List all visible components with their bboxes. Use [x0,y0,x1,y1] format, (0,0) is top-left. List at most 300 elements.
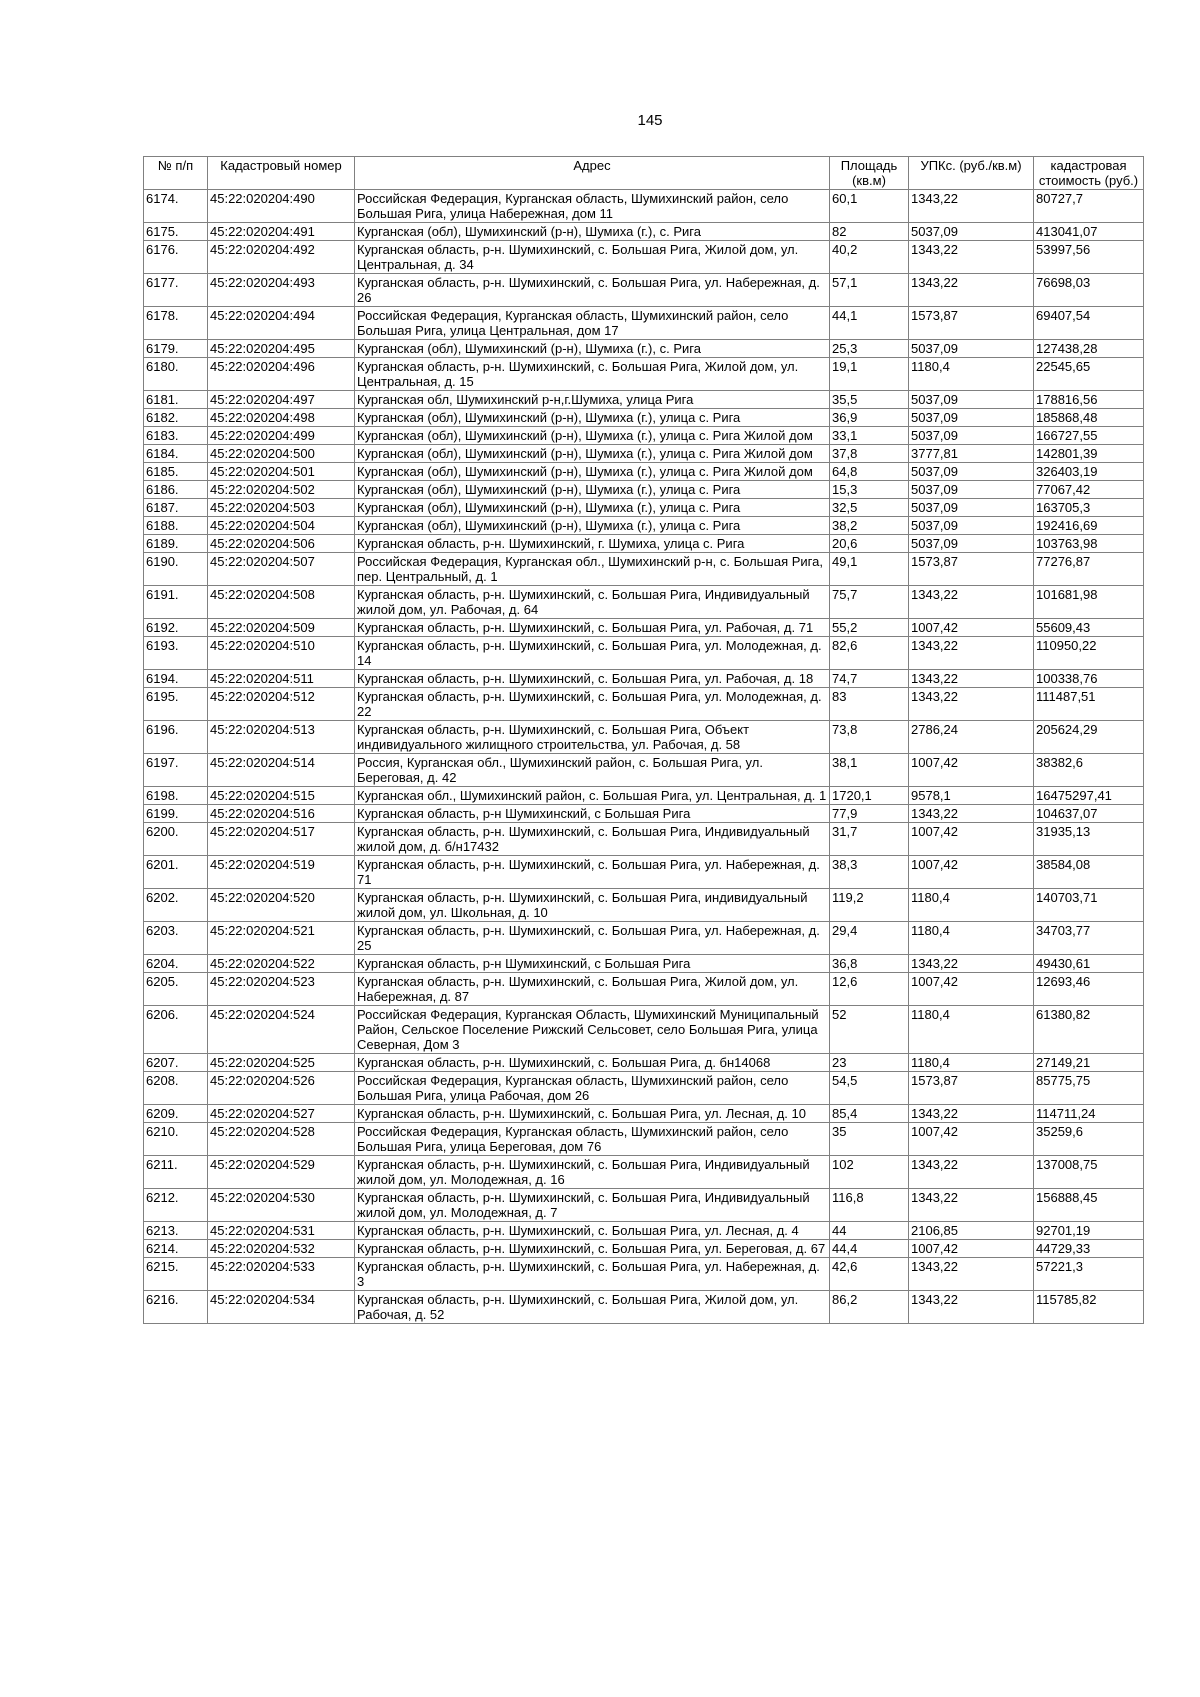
address-cell: Курганская область, р-н Шумихинский, с Большая Рига [355,955,830,973]
area-cell: 82 [830,223,909,241]
cadastral-number-cell: 45:22:020204:532 [208,1240,355,1258]
row-num-cell: 6210. [144,1123,208,1156]
area-cell: 49,1 [830,553,909,586]
row-num-cell: 6179. [144,340,208,358]
table-row [144,805,1144,823]
address-cell: Курганская (обл), Шумихинский (р-н), Шумиха (г.), улица с. Рига Жилой дом [355,427,830,445]
row-num-cell: 6194. [144,670,208,688]
table-row [144,586,1144,619]
area-cell: 12,6 [830,973,909,1006]
row-num-cell: 6191. [144,586,208,619]
cadastral-cost-cell: 110950,22 [1034,637,1144,670]
cadastral-cost-cell: 103763,98 [1034,535,1144,553]
upks-cell: 5037,09 [909,463,1034,481]
area-cell: 36,8 [830,955,909,973]
cadastral-cost-cell: 38584,08 [1034,856,1144,889]
table-row [144,427,1144,445]
cadastral-number-cell: 45:22:020204:514 [208,754,355,787]
cadastral-number-cell: 45:22:020204:502 [208,481,355,499]
cadastral-value-table [143,156,1144,1324]
area-cell: 32,5 [830,499,909,517]
table-row [144,553,1144,586]
area-cell: 102 [830,1156,909,1189]
upks-cell: 1343,22 [909,670,1034,688]
address-cell: Российская Федерация, Курганская Область, Шумихинский Муниципальный Район, Сельское Поселение Рижский Сельсовет, село Большая Рига, улица Северная, Дом 3 [355,1006,830,1054]
table-row [144,1123,1144,1156]
address-cell: Курганская область, р-н. Шумихинский, с. Большая Рига, ул. Набережная, д. 3 [355,1258,830,1291]
address-cell: Курганская (обл), Шумихинский (р-н), Шумиха (г.), улица с. Рига Жилой дом [355,445,830,463]
upks-cell: 5037,09 [909,517,1034,535]
area-cell: 1720,1 [830,787,909,805]
table-row [144,445,1144,463]
table-row [144,1072,1144,1105]
upks-cell: 5037,09 [909,481,1034,499]
upks-cell: 1343,22 [909,805,1034,823]
table-row [144,754,1144,787]
cadastral-cost-cell: 35259,6 [1034,1123,1144,1156]
cadastral-cost-cell: 77067,42 [1034,481,1144,499]
address-cell: Курганская область, р-н. Шумихинский, с. Большая Рига, Жилой дом, ул. Центральная, д. 15 [355,358,830,391]
address-cell: Курганская область, р-н. Шумихинский, с. Большая Рига, Индивидуальный жилой дом, ул. Рабочая, д. 64 [355,586,830,619]
address-cell: Курганская область, р-н. Шумихинский, с. Большая Рига, ул. Береговая, д. 67 [355,1240,830,1258]
upks-cell: 1343,22 [909,1189,1034,1222]
cadastral-number-cell: 45:22:020204:498 [208,409,355,427]
table-row [144,787,1144,805]
address-cell: Курганская область, р-н. Шумихинский, с. Большая Рига, ул. Набережная, д. 26 [355,274,830,307]
table-row [144,1258,1144,1291]
area-cell: 82,6 [830,637,909,670]
upks-cell: 1180,4 [909,922,1034,955]
cadastral-cost-cell: 166727,55 [1034,427,1144,445]
address-cell: Российская Федерация, Курганская область, Шумихинский район, село Большая Рига, улица Центральная, дом 17 [355,307,830,340]
table-row [144,190,1144,223]
cadastral-number-cell: 45:22:020204:516 [208,805,355,823]
cadastral-number-cell: 45:22:020204:510 [208,637,355,670]
header-area: Площадь (кв.м) [830,157,909,190]
cadastral-cost-cell: 142801,39 [1034,445,1144,463]
cadastral-cost-cell: 104637,07 [1034,805,1144,823]
cadastral-number-cell: 45:22:020204:513 [208,721,355,754]
table-row [144,1006,1144,1054]
cadastral-cost-cell: 34703,77 [1034,922,1144,955]
cadastral-cost-cell: 12693,46 [1034,973,1144,1006]
address-cell: Курганская (обл), Шумихинский (р-н), Шумиха (г.), улица с. Рига [355,481,830,499]
cadastral-number-cell: 45:22:020204:506 [208,535,355,553]
cadastral-cost-cell: 49430,61 [1034,955,1144,973]
area-cell: 83 [830,688,909,721]
address-cell: Курганская область, р-н. Шумихинский, с. Большая Рига, Жилой дом, ул. Центральная, д. 34 [355,241,830,274]
address-cell: Курганская (обл), Шумихинский (р-н), Шумиха (г.), улица с. Рига [355,499,830,517]
upks-cell: 1343,22 [909,1156,1034,1189]
cadastral-cost-cell: 114711,24 [1034,1105,1144,1123]
table-row [144,463,1144,481]
row-num-cell: 6205. [144,973,208,1006]
table-row [144,1240,1144,1258]
cadastral-number-cell: 45:22:020204:533 [208,1258,355,1291]
header-cadastral-number: Кадастровый номер [208,157,355,190]
cadastral-number-cell: 45:22:020204:504 [208,517,355,535]
row-num-cell: 6183. [144,427,208,445]
upks-cell: 1007,42 [909,754,1034,787]
row-num-cell: 6196. [144,721,208,754]
address-cell: Курганская область, р-н. Шумихинский, с. Большая Рига, ул. Рабочая, д. 18 [355,670,830,688]
row-num-cell: 6192. [144,619,208,637]
cadastral-cost-cell: 205624,29 [1034,721,1144,754]
cadastral-number-cell: 45:22:020204:530 [208,1189,355,1222]
upks-cell: 2786,24 [909,721,1034,754]
cadastral-number-cell: 45:22:020204:491 [208,223,355,241]
cadastral-number-cell: 45:22:020204:520 [208,889,355,922]
table-row [144,1054,1144,1072]
cadastral-number-cell: 45:22:020204:512 [208,688,355,721]
upks-cell: 1180,4 [909,1054,1034,1072]
upks-cell: 1343,22 [909,190,1034,223]
table-row [144,1189,1144,1222]
area-cell: 44 [830,1222,909,1240]
table-row [144,535,1144,553]
upks-cell: 1573,87 [909,1072,1034,1105]
row-num-cell: 6206. [144,1006,208,1054]
cadastral-number-cell: 45:22:020204:511 [208,670,355,688]
cadastral-cost-cell: 69407,54 [1034,307,1144,340]
cadastral-number-cell: 45:22:020204:525 [208,1054,355,1072]
cadastral-cost-cell: 44729,33 [1034,1240,1144,1258]
upks-cell: 1343,22 [909,1258,1034,1291]
cadastral-number-cell: 45:22:020204:515 [208,787,355,805]
cadastral-cost-cell: 16475297,41 [1034,787,1144,805]
table-row [144,517,1144,535]
upks-cell: 1343,22 [909,1105,1034,1123]
address-cell: Курганская область, р-н. Шумихинский, с. Большая Рига, Жилой дом, ул. Набережная, д. 87 [355,973,830,1006]
address-cell: Российская Федерация, Курганская область, Шумихинский район, село Большая Рига, улица Береговая, дом 76 [355,1123,830,1156]
row-num-cell: 6186. [144,481,208,499]
area-cell: 86,2 [830,1291,909,1324]
address-cell: Курганская область, р-н. Шумихинский, г. Шумиха, улица с. Рига [355,535,830,553]
cadastral-cost-cell: 80727,7 [1034,190,1144,223]
cadastral-number-cell: 45:22:020204:522 [208,955,355,973]
row-num-cell: 6189. [144,535,208,553]
area-cell: 44,4 [830,1240,909,1258]
area-cell: 77,9 [830,805,909,823]
upks-cell: 1573,87 [909,553,1034,586]
address-cell: Курганская область, р-н. Шумихинский, с. Большая Рига, индивидуальный жилой дом, ул. Школьная, д. 10 [355,889,830,922]
area-cell: 119,2 [830,889,909,922]
row-num-cell: 6184. [144,445,208,463]
table-row [144,1291,1144,1324]
row-num-cell: 6216. [144,1291,208,1324]
address-cell: Курганская область, р-н. Шумихинский, с. Большая Рига, ул. Набережная, д. 71 [355,856,830,889]
area-cell: 42,6 [830,1258,909,1291]
table-header-row [144,157,1144,190]
table-row [144,955,1144,973]
table-row [144,223,1144,241]
upks-cell: 1180,4 [909,358,1034,391]
area-cell: 60,1 [830,190,909,223]
cadastral-cost-cell: 76698,03 [1034,274,1144,307]
area-cell: 37,8 [830,445,909,463]
cadastral-cost-cell: 127438,28 [1034,340,1144,358]
table-row [144,499,1144,517]
cadastral-cost-cell: 57221,3 [1034,1258,1144,1291]
cadastral-number-cell: 45:22:020204:500 [208,445,355,463]
cadastral-cost-cell: 27149,21 [1034,1054,1144,1072]
cadastral-number-cell: 45:22:020204:495 [208,340,355,358]
row-num-cell: 6198. [144,787,208,805]
address-cell: Курганская область, р-н. Шумихинский, с. Большая Рига, ул. Набережная, д. 25 [355,922,830,955]
area-cell: 52 [830,1006,909,1054]
address-cell: Курганская (обл), Шумихинский (р-н), Шумиха (г.), с. Рига [355,340,830,358]
cadastral-cost-cell: 77276,87 [1034,553,1144,586]
address-cell: Курганская область, р-н. Шумихинский, с. Большая Рига, Индивидуальный жилой дом, ул. Молодежная, д. 16 [355,1156,830,1189]
cadastral-number-cell: 45:22:020204:517 [208,823,355,856]
cadastral-number-cell: 45:22:020204:503 [208,499,355,517]
upks-cell: 1343,22 [909,586,1034,619]
cadastral-number-cell: 45:22:020204:523 [208,973,355,1006]
table-row [144,241,1144,274]
upks-cell: 1007,42 [909,856,1034,889]
cadastral-cost-cell: 31935,13 [1034,823,1144,856]
area-cell: 35,5 [830,391,909,409]
address-cell: Курганская область, р-н. Шумихинский, с. Большая Рига, ул. Лесная, д. 10 [355,1105,830,1123]
row-num-cell: 6207. [144,1054,208,1072]
row-num-cell: 6193. [144,637,208,670]
cadastral-cost-cell: 178816,56 [1034,391,1144,409]
area-cell: 40,2 [830,241,909,274]
area-cell: 35 [830,1123,909,1156]
upks-cell: 5037,09 [909,427,1034,445]
cadastral-cost-cell: 101681,98 [1034,586,1144,619]
area-cell: 44,1 [830,307,909,340]
cadastral-number-cell: 45:22:020204:507 [208,553,355,586]
area-cell: 38,1 [830,754,909,787]
row-num-cell: 6197. [144,754,208,787]
address-cell: Курганская область, р-н Шумихинский, с Большая Рига [355,805,830,823]
table-row [144,670,1144,688]
page-number: 145 [637,112,663,129]
cadastral-cost-cell: 413041,07 [1034,223,1144,241]
area-cell: 20,6 [830,535,909,553]
row-num-cell: 6185. [144,463,208,481]
upks-cell: 1343,22 [909,688,1034,721]
upks-cell: 1343,22 [909,1291,1034,1324]
cadastral-cost-cell: 53997,56 [1034,241,1144,274]
address-cell: Российская Федерация, Курганская область, Шумихинский район, село Большая Рига, улица Рабочая, дом 26 [355,1072,830,1105]
area-cell: 25,3 [830,340,909,358]
cadastral-cost-cell: 115785,82 [1034,1291,1144,1324]
address-cell: Курганская область, р-н. Шумихинский, с. Большая Рига, ул. Молодежная, д. 22 [355,688,830,721]
row-num-cell: 6182. [144,409,208,427]
address-cell: Россия, Курганская обл., Шумихинский район, с. Большая Рига, ул. Береговая, д. 42 [355,754,830,787]
row-num-cell: 6211. [144,1156,208,1189]
row-num-cell: 6213. [144,1222,208,1240]
table-row [144,973,1144,1006]
cadastral-cost-cell: 111487,51 [1034,688,1144,721]
table-row [144,688,1144,721]
cadastral-cost-cell: 163705,3 [1034,499,1144,517]
cadastral-number-cell: 45:22:020204:499 [208,427,355,445]
address-cell: Курганская обл, Шумихинский р-н,г.Шумиха, улица Рига [355,391,830,409]
cadastral-cost-cell: 61380,82 [1034,1006,1144,1054]
table-row [144,856,1144,889]
area-cell: 36,9 [830,409,909,427]
header-num: № п/п [144,157,208,190]
area-cell: 74,7 [830,670,909,688]
cadastral-number-cell: 45:22:020204:509 [208,619,355,637]
row-num-cell: 6187. [144,499,208,517]
cadastral-number-cell: 45:22:020204:521 [208,922,355,955]
upks-cell: 9578,1 [909,787,1034,805]
upks-cell: 1343,22 [909,955,1034,973]
address-cell: Курганская область, р-н. Шумихинский, с. Большая Рига, Жилой дом, ул. Рабочая, д. 52 [355,1291,830,1324]
row-num-cell: 6181. [144,391,208,409]
cadastral-cost-cell: 85775,75 [1034,1072,1144,1105]
table-row [144,922,1144,955]
upks-cell: 1007,42 [909,1123,1034,1156]
upks-cell: 3777,81 [909,445,1034,463]
row-num-cell: 6175. [144,223,208,241]
upks-cell: 5037,09 [909,340,1034,358]
cadastral-number-cell: 45:22:020204:519 [208,856,355,889]
address-cell: Курганская область, р-н. Шумихинский, с. Большая Рига, Объект индивидуального жилищного строительства, ул. Рабочая, д. 58 [355,721,830,754]
upks-cell: 5037,09 [909,535,1034,553]
address-cell: Курганская (обл), Шумихинский (р-н), Шумиха (г.), улица с. Рига [355,409,830,427]
cadastral-number-cell: 45:22:020204:492 [208,241,355,274]
row-num-cell: 6180. [144,358,208,391]
address-cell: Курганская (обл), Шумихинский (р-н), Шумиха (г.), улица с. Рига Жилой дом [355,463,830,481]
cadastral-number-cell: 45:22:020204:494 [208,307,355,340]
table-row [144,637,1144,670]
area-cell: 55,2 [830,619,909,637]
upks-cell: 1343,22 [909,637,1034,670]
upks-cell: 5037,09 [909,409,1034,427]
area-cell: 19,1 [830,358,909,391]
upks-cell: 5037,09 [909,223,1034,241]
cadastral-cost-cell: 38382,6 [1034,754,1144,787]
upks-cell: 1343,22 [909,241,1034,274]
address-cell: Курганская область, р-н. Шумихинский, с. Большая Рига, Индивидуальный жилой дом, ул. Молодежная, д. 7 [355,1189,830,1222]
area-cell: 29,4 [830,922,909,955]
row-num-cell: 6203. [144,922,208,955]
cadastral-number-cell: 45:22:020204:534 [208,1291,355,1324]
row-num-cell: 6208. [144,1072,208,1105]
row-num-cell: 6195. [144,688,208,721]
address-cell: Курганская область, р-н. Шумихинский, с. Большая Рига, ул. Лесная, д. 4 [355,1222,830,1240]
area-cell: 23 [830,1054,909,1072]
cadastral-cost-cell: 326403,19 [1034,463,1144,481]
row-num-cell: 6215. [144,1258,208,1291]
area-cell: 38,2 [830,517,909,535]
upks-cell: 1573,87 [909,307,1034,340]
header-address: Адрес [355,157,830,190]
cadastral-number-cell: 45:22:020204:529 [208,1156,355,1189]
upks-cell: 1007,42 [909,619,1034,637]
table-row [144,1105,1144,1123]
row-num-cell: 6200. [144,823,208,856]
table-row [144,721,1144,754]
cadastral-number-cell: 45:22:020204:508 [208,586,355,619]
upks-cell: 5037,09 [909,499,1034,517]
table-row [144,823,1144,856]
row-num-cell: 6174. [144,190,208,223]
cadastral-number-cell: 45:22:020204:497 [208,391,355,409]
address-cell: Курганская область, р-н. Шумихинский, с. Большая Рига, д. бн14068 [355,1054,830,1072]
table-row [144,274,1144,307]
area-cell: 85,4 [830,1105,909,1123]
address-cell: Курганская область, р-н. Шумихинский, с. Большая Рига, ул. Молодежная, д. 14 [355,637,830,670]
table-row [144,307,1144,340]
cadastral-cost-cell: 185868,48 [1034,409,1144,427]
cadastral-number-cell: 45:22:020204:528 [208,1123,355,1156]
upks-cell: 1007,42 [909,1240,1034,1258]
cadastral-number-cell: 45:22:020204:526 [208,1072,355,1105]
upks-cell: 1180,4 [909,889,1034,922]
address-cell: Курганская область, р-н. Шумихинский, с. Большая Рига, Индивидуальный жилой дом, д. б/н17432 [355,823,830,856]
upks-cell: 5037,09 [909,391,1034,409]
row-num-cell: 6178. [144,307,208,340]
cadastral-number-cell: 45:22:020204:501 [208,463,355,481]
address-cell: Российская Федерация, Курганская область, Шумихинский район, село Большая Рига, улица Набережная, дом 11 [355,190,830,223]
header-upks: УПКс. (руб./кв.м) [909,157,1034,190]
cadastral-cost-cell: 140703,71 [1034,889,1144,922]
address-cell: Российская Федерация, Курганская обл., Шумихинский р-н, с. Большая Рига, пер. Центральный, д. 1 [355,553,830,586]
area-cell: 75,7 [830,586,909,619]
row-num-cell: 6214. [144,1240,208,1258]
area-cell: 54,5 [830,1072,909,1105]
cadastral-cost-cell: 192416,69 [1034,517,1144,535]
table-body [144,190,1144,1324]
cadastral-cost-cell: 92701,19 [1034,1222,1144,1240]
row-num-cell: 6199. [144,805,208,823]
cadastral-cost-cell: 22545,65 [1034,358,1144,391]
table-row [144,358,1144,391]
area-cell: 15,3 [830,481,909,499]
upks-cell: 1180,4 [909,1006,1034,1054]
table-row [144,1222,1144,1240]
row-num-cell: 6188. [144,517,208,535]
row-num-cell: 6190. [144,553,208,586]
cadastral-number-cell: 45:22:020204:496 [208,358,355,391]
cadastral-number-cell: 45:22:020204:490 [208,190,355,223]
address-cell: Курганская обл., Шумихинский район, с. Большая Рига, ул. Центральная, д. 1 [355,787,830,805]
row-num-cell: 6204. [144,955,208,973]
row-num-cell: 6212. [144,1189,208,1222]
cadastral-cost-cell: 156888,45 [1034,1189,1144,1222]
header-cadastral-cost: кадастровая стоимость (руб.) [1034,157,1144,190]
address-cell: Курганская (обл), Шумихинский (р-н), Шумиха (г.), с. Рига [355,223,830,241]
cadastral-cost-cell: 137008,75 [1034,1156,1144,1189]
table-row [144,391,1144,409]
cadastral-number-cell: 45:22:020204:493 [208,274,355,307]
area-cell: 64,8 [830,463,909,481]
row-num-cell: 6177. [144,274,208,307]
table-row [144,889,1144,922]
cadastral-number-cell: 45:22:020204:527 [208,1105,355,1123]
upks-cell: 1007,42 [909,973,1034,1006]
table-row [144,481,1144,499]
cadastral-number-cell: 45:22:020204:531 [208,1222,355,1240]
cadastral-cost-cell: 55609,43 [1034,619,1144,637]
cadastral-number-cell: 45:22:020204:524 [208,1006,355,1054]
upks-cell: 1007,42 [909,823,1034,856]
address-cell: Курганская область, р-н. Шумихинский, с. Большая Рига, ул. Рабочая, д. 71 [355,619,830,637]
table-row [144,340,1144,358]
cadastral-cost-cell: 100338,76 [1034,670,1144,688]
row-num-cell: 6209. [144,1105,208,1123]
row-num-cell: 6202. [144,889,208,922]
upks-cell: 2106,85 [909,1222,1034,1240]
area-cell: 73,8 [830,721,909,754]
area-cell: 38,3 [830,856,909,889]
